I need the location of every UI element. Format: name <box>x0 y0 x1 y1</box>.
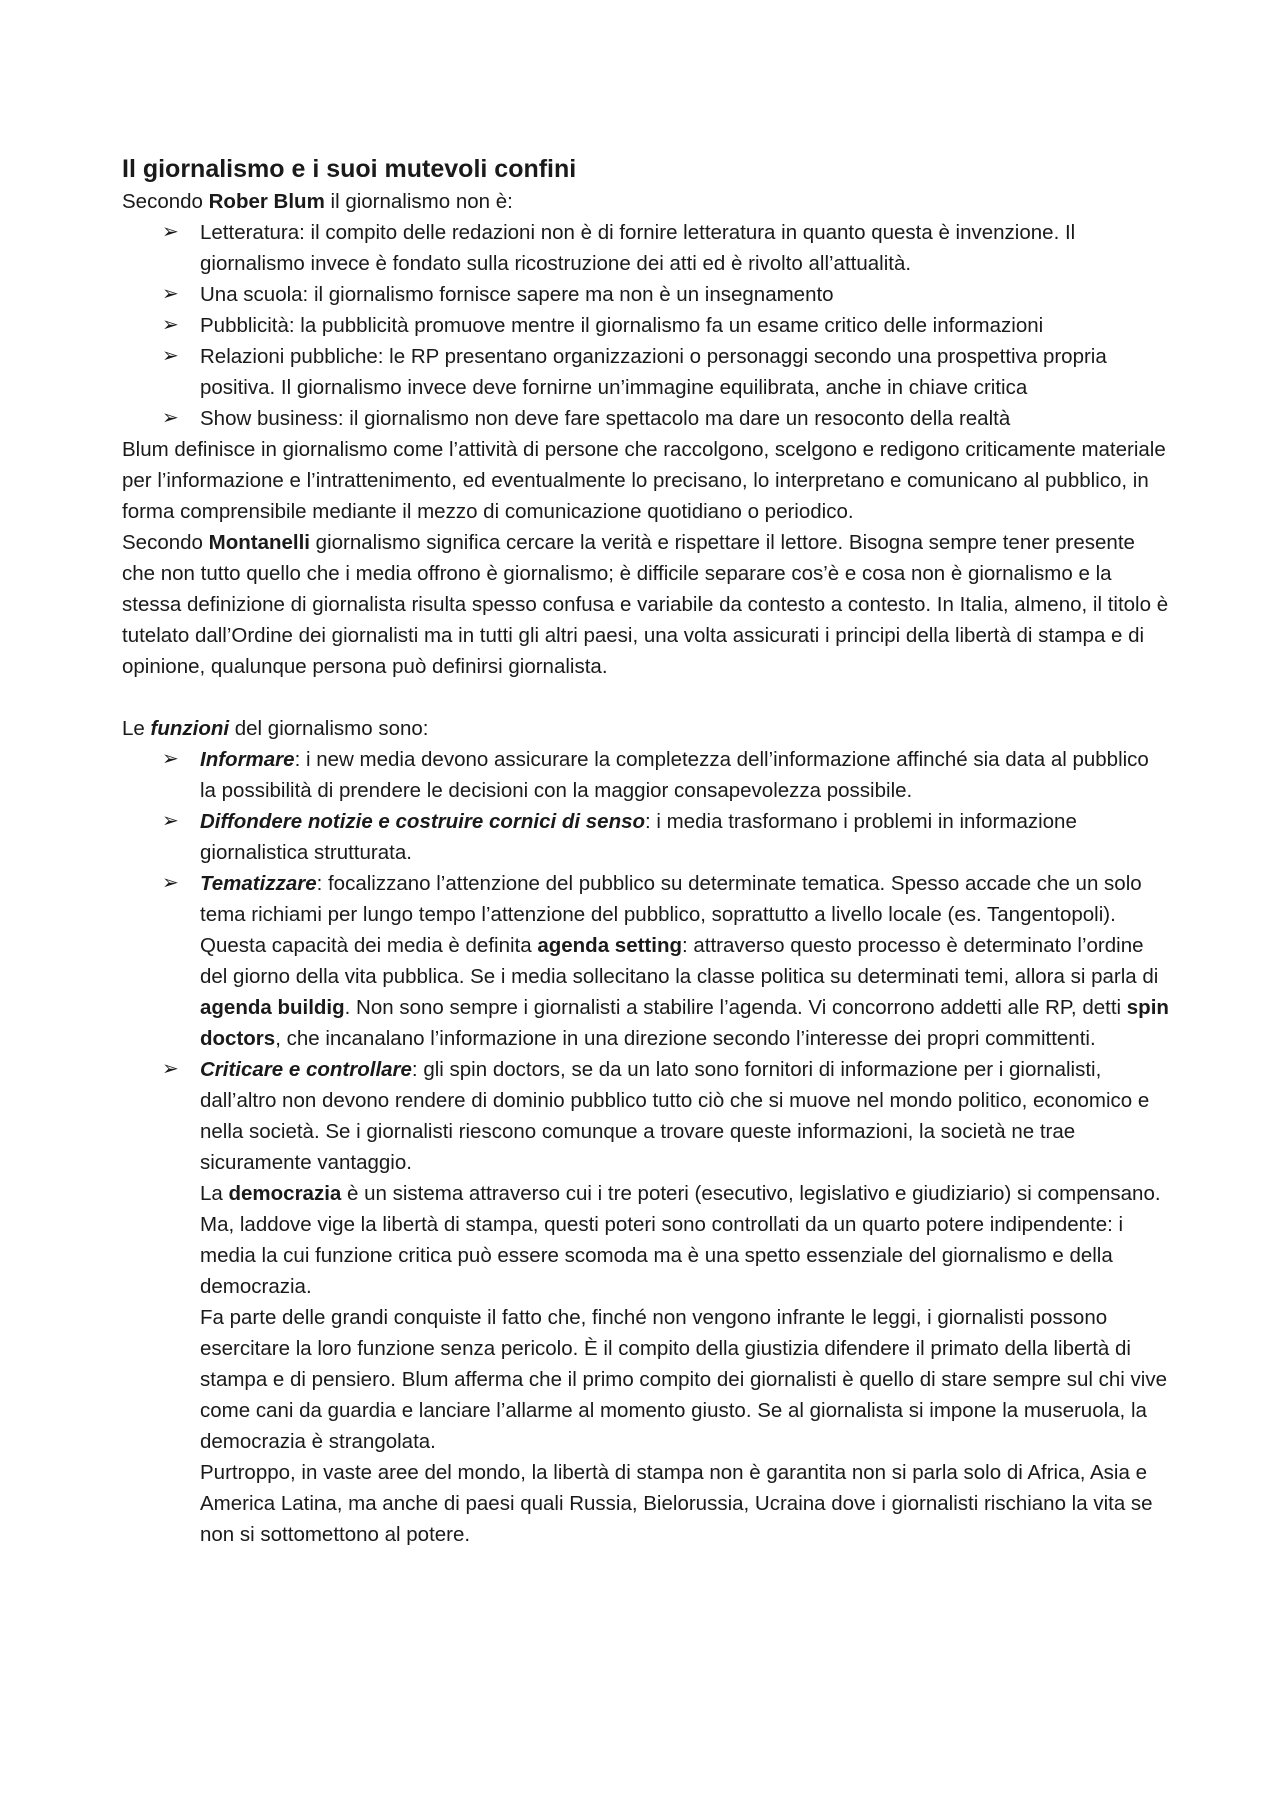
list-item <box>162 341 1170 403</box>
arrow-bullet-icon: ➢ <box>162 221 179 243</box>
democrazia-paragraph <box>200 1178 1170 1302</box>
arrow-bullet-icon: ➢ <box>162 748 179 770</box>
arrow-bullet-icon: ➢ <box>162 872 179 894</box>
intro-post: il giornalismo non è: <box>324 190 513 213</box>
function-term: Informare <box>200 748 295 771</box>
arrow-bullet-icon: ➢ <box>162 345 179 367</box>
list-item-text: Una scuola: il giornalismo fornisce sapere ma non è un insegnamento <box>200 283 834 306</box>
list-item <box>162 217 1170 279</box>
montanelli-pre: Secondo <box>122 531 209 554</box>
list-item-text: Letteratura: il compito delle redazioni non è di fornire letteratura in quanto questa è invenzione. Il giornalismo invece è fondato sulla ricostruzione dei atti ed è rivolto all’attualità. <box>200 221 1076 275</box>
montanelli-post: giornalismo significa cercare la verità e rispettare il lettore. Bisogna sempre tener presente che non tutto quello che i media offrono è giornalismo; è difficile separare cos’è e cosa non è giornalismo e la stessa definizione di giornalista risulta spesso confusa e variabile da contesto a contesto. In Italia, almeno, il titolo è tutelato dall’Ordine dei giornalisti ma in tutti gli altri paesi, una volta assicurati i principi della libertà di stampa e di opinione, qualunque persona può definirsi giornalista. <box>122 531 1169 678</box>
functions-list <box>122 744 1170 1178</box>
functions-intro-pre: Le <box>122 717 151 740</box>
function-term: Diffondere notizie e costruire cornici di senso <box>200 810 646 833</box>
function-term: Tematizzare <box>200 872 317 895</box>
arrow-bullet-icon: ➢ <box>162 1058 179 1080</box>
function-text: : i new media devono assicurare la completezza dell’informazione affinché sia data al pubblico la possibilità di prendere le decisioni con la maggior consapevolezza possibile. <box>200 748 1149 802</box>
intro-author: Rober Blum <box>208 190 325 213</box>
paragraph-spacer <box>122 682 1170 713</box>
not-journalism-list <box>122 217 1170 434</box>
democrazia-post: è un sistema attraverso cui i tre poteri (esecutivo, legislativo e giudiziario) si compensano. Ma, laddove vige la libertà di stampa, questi poteri sono controllati da un quarto potere indipendente: i media la cui funzione critica può essere scomoda ma è una spetto essenziale del giornalismo e della democrazia. <box>200 1182 1161 1298</box>
list-item-text: Show business: il giornalismo non deve fare spettacolo ma dare un resoconto della realtà <box>200 407 1011 430</box>
list-item <box>162 868 1170 1054</box>
conquiste-paragraph: Fa parte delle grandi conquiste il fatto che, finché non vengono infrante le leggi, i giornalisti possono esercitare la loro funzione senza pericolo. È il compito della giustizia difendere il primato della libertà di stampa e di pensiero. Blum afferma che il primo compito dei giornalisti è quello di stare sempre sul chi vive come cani da guardia e lanciare l’allarme al momento giusto. Se al giornalista si impone la museruola, la democrazia è strangolata. <box>200 1306 1167 1453</box>
agenda-setting-term: agenda setting <box>537 934 682 957</box>
arrow-bullet-icon: ➢ <box>162 810 179 832</box>
criticare-continuation <box>122 1178 1170 1550</box>
arrow-bullet-icon: ➢ <box>162 407 179 429</box>
list-item-text <box>200 872 1169 1050</box>
democrazia-term: democrazia <box>228 1182 342 1205</box>
function-text: : attraverso questo processo è determinato l’ordine del giorno della vita pubblica. Se i media sollecitano la classe politica su determinati temi, allora si parla di <box>200 934 1159 988</box>
function-text: , che incanalano l’informazione in una direzione secondo l’interesse dei propri committenti. <box>275 1027 1096 1050</box>
intro-pre: Secondo <box>122 190 209 213</box>
list-item <box>162 279 1170 310</box>
function-text: : i media trasformano i problemi in informazione giornalistica strutturata. <box>200 810 1077 864</box>
intro-paragraph <box>122 186 1170 217</box>
document-title: Il giornalismo e i suoi mutevoli confini <box>122 155 577 183</box>
list-item <box>162 310 1170 341</box>
function-term: Criticare e controllare <box>200 1058 412 1081</box>
function-text: : focalizzano l’attenzione del pubblico su determinate tematica. Spesso accade che un solo tema richiami per lungo tempo l’attenzione del pubblico, soprattutto a livello locale (es. Tangentopoli). Questa capacità dei media è definita <box>200 872 1142 957</box>
function-text: : gli spin doctors, se da un lato sono fornitori di informazione per i giornalisti, dall’altro non devono rendere di dominio pubblico tutto ciò che si muove nel mondo politico, economico e nella società. Se i giornalisti riescono comunque a trovare queste informazioni, la società ne trae sicuramente vantaggio. <box>200 1058 1150 1174</box>
functions-intro-term: funzioni <box>150 717 230 740</box>
blum-definition-paragraph: Blum definisce in giornalismo come l’attività di persone che raccolgono, scelgono e redigono criticamente materiale per l’informazione e l’intrattenimento, ed eventualmente lo precisano, lo interpretano e comunicano al pubblico, in forma comprensibile mediante il mezzo di comunicazione quotidiano o periodico. <box>122 438 1166 523</box>
democrazia-pre: La <box>200 1182 229 1205</box>
list-item-text: Relazioni pubbliche: le RP presentano organizzazioni o personaggi secondo una prospettiva propria positiva. Il giornalismo invece deve fornirne un’immagine equilibrata, anche in chiave critica <box>200 345 1107 399</box>
list-item <box>162 1054 1170 1178</box>
list-item-text <box>200 748 1149 802</box>
functions-intro-post: del giornalismo sono: <box>229 717 429 740</box>
purtroppo-paragraph: Purtroppo, in vaste aree del mondo, la libertà di stampa non è garantita non si parla solo di Africa, Asia e America Latina, ma anche di paesi quali Russia, Bielorussia, Ucraina dove i giornalisti rischiano la vita se non si sottomettono al potere. <box>200 1461 1153 1546</box>
agenda-building-term: agenda buildig <box>200 996 345 1019</box>
list-item-text <box>200 1058 1149 1174</box>
list-item-text <box>200 810 1077 864</box>
functions-intro-paragraph <box>122 713 1170 744</box>
list-item-text: Pubblicità: la pubblicità promuove mentre il giornalismo fa un esame critico delle informazioni <box>200 314 1044 337</box>
list-item <box>162 403 1170 434</box>
arrow-bullet-icon: ➢ <box>162 314 179 336</box>
list-item <box>162 744 1170 806</box>
arrow-bullet-icon: ➢ <box>162 283 179 305</box>
function-text: . Non sono sempre i giornalisti a stabilire l’agenda. Vi concorrono addetti alle RP, detti <box>344 996 1127 1019</box>
montanelli-paragraph <box>122 527 1170 682</box>
spin-doctors-term: spin doctors <box>200 996 1169 1050</box>
list-item <box>162 806 1170 868</box>
montanelli-name: Montanelli <box>208 531 310 554</box>
